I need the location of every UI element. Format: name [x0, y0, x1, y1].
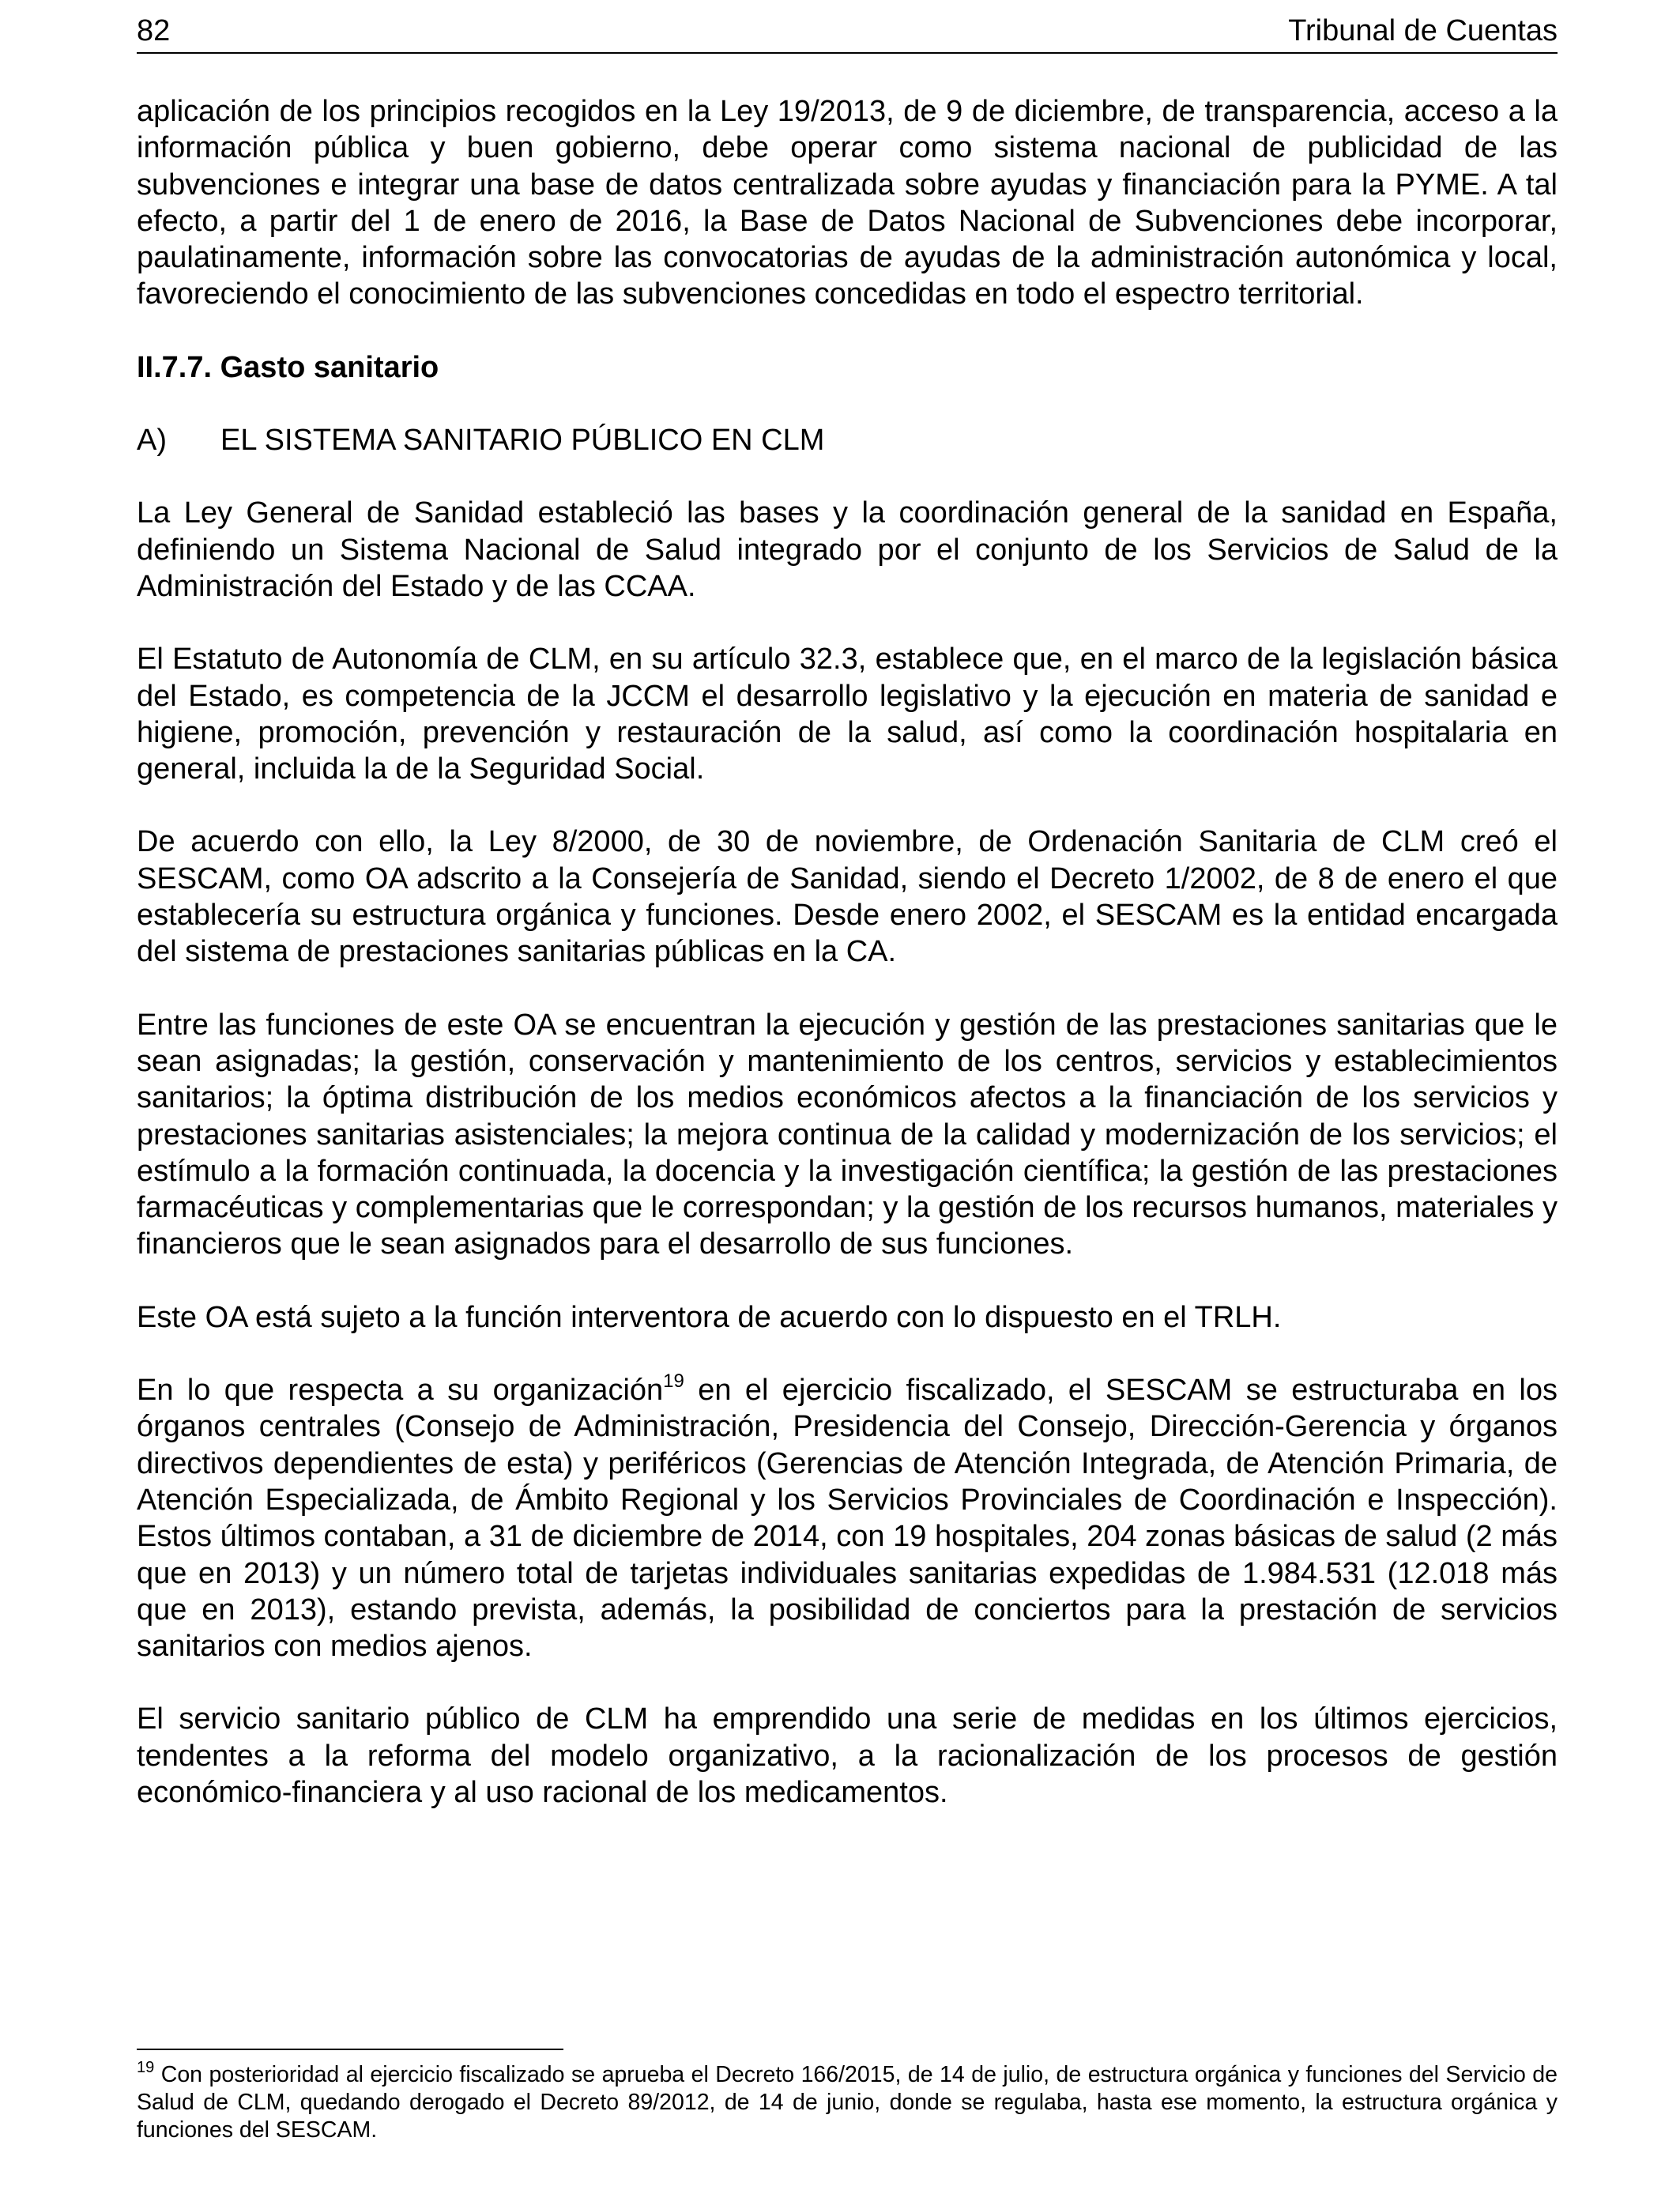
subsection-letter: A)	[137, 424, 167, 458]
paragraph-oa-functions: Entre las funciones de este OA se encuentran la ejecución y gestión de las prestaciones sanitarias que le sean asignadas; la gestión, conservación y mantenimiento de los centros, servicios y establecimientos sanitarios; la óptima distribución de los medios económicos afectos a la financiación de los servicios y prestaciones sanitarias asistenciales; la mejora continua de la calidad y modernización de los servicios; el estímulo a la formación continuada, la docencia y la investigación científica; la gestión de las prestaciones farmacéuticas y complementarias que le correspondan; y la gestión de los recursos humanos, materiales y financieros que le sean asignados para el desarrollo de sus funciones.	[137, 1008, 1558, 1261]
section-heading: II.7.7. Gasto sanitario	[137, 350, 439, 384]
page-header	[137, 13, 1558, 54]
footnote-number: 19	[137, 2059, 155, 2076]
body-text	[137, 93, 1558, 1847]
paragraph-measures: El servicio sanitario público de CLM ha emprendido una serie de medidas en los últimos ejercicios, tendentes a la reforma del modelo organizativo, a la racionalización de los procesos de gestión económico-financiera y al uso racional de los medicamentos.	[137, 1702, 1558, 1809]
footnote	[137, 2061, 1558, 2144]
organization-text-rest: en el ejercicio fiscalizado, el SESCAM se estructuraba en los órganos centrales (Consejo de Administración, Presidencia del Consejo, Dirección-Gerencia y órganos directivos dependientes de esta) y periféricos (Gerencias de Atención Integrada, de Atención Primaria, de Atención Especializada, de Ámbito Regional y los Servicios Provinciales de Coordinación e Inspección). Estos últimos contaban, a 31 de diciembre de 2014, con 19 hospitales, 204 zonas básicas de salud (2 más que en 2013) y un número total de tarjetas individuales sanitarias expedidas de 1.984.531 (12.018 más que en 2013), estando prevista, además, la posibilidad de conciertos para la prestación de servicios sanitarios con medios ajenos.	[137, 1374, 1558, 1664]
paragraph-organization	[137, 1372, 1558, 1664]
paragraph-estatuto-autonomia: El Estatuto de Autonomía de CLM, en su artículo 32.3, establece que, en el marco de la legislación básica del Estado, es competencia de la JCCM el desarrollo legislativo y la ejecución en materia de sanidad e higiene, promoción, prevención y restauración de la salud, así como la coordinación hospitalaria en general, incluida la de la Seguridad Social.	[137, 643, 1558, 786]
paragraph-subsidies-database: aplicación de los principios recogidos en la Ley 19/2013, de 9 de diciembre, de transparencia, acceso a la información pública y buen gobierno, debe operar como sistema nacional de publicidad de las subvenciones e integrar una base de datos centralizada sobre ayudas y financiación para la PYME. A tal efecto, a partir del 1 de enero de 2016, la Base de Datos Nacional de Subvenciones debe incorporar, paulatinamente, información sobre las convocatorias de ayudas de la administración autonómica y local, favoreciendo el conocimiento de las subvenciones concedidas en todo el espectro territorial.	[137, 95, 1558, 311]
header-title: Tribunal de Cuentas	[1288, 14, 1558, 47]
page-number: 82	[137, 14, 171, 47]
footnote-separator	[137, 2049, 563, 2050]
document-page	[137, 0, 1558, 2194]
organization-text-start: En lo que respecta a su organización	[137, 1374, 664, 1408]
paragraph-ley-general-sanidad: La Ley General de Sanidad estableció las bases y la coordinación general de la sanidad en España, definiendo un Sistema Nacional de Salud integrado por el conjunto de los Servicios de Salud de la Administración del Estado y de las CCAA.	[137, 496, 1558, 603]
subsection-heading	[137, 422, 1558, 458]
subsection-title: EL SISTEMA SANITARIO PÚBLICO EN CLM	[220, 424, 825, 458]
footnote-reference[interactable]: 19	[663, 1370, 684, 1393]
paragraph-intervention: Este OA está sujeto a la función interventora de acuerdo con lo dispuesto en el TRLH.	[137, 1300, 1282, 1334]
paragraph-sescam-creation: De acuerdo con ello, la Ley 8/2000, de 30 de noviembre, de Ordenación Sanitaria de CLM creó el SESCAM, como OA adscrito a la Consejería de Sanidad, siendo el Decreto 1/2002, de 8 de enero el que establecería su estructura orgánica y funciones. Desde enero 2002, el SESCAM es la entidad encargada del sistema de prestaciones sanitarias públicas en la CA.	[137, 825, 1558, 969]
footnote-text: Con posterioridad al ejercicio fiscalizado se aprueba el Decreto 166/2015, de 14 de julio, de estructura orgánica y funciones del Servicio de Salud de CLM, quedando derogado el Decreto 89/2012, de 14 de junio, donde se regulaba, hasta ese momento, la estructura orgánica y funciones del SESCAM.	[137, 2062, 1558, 2143]
